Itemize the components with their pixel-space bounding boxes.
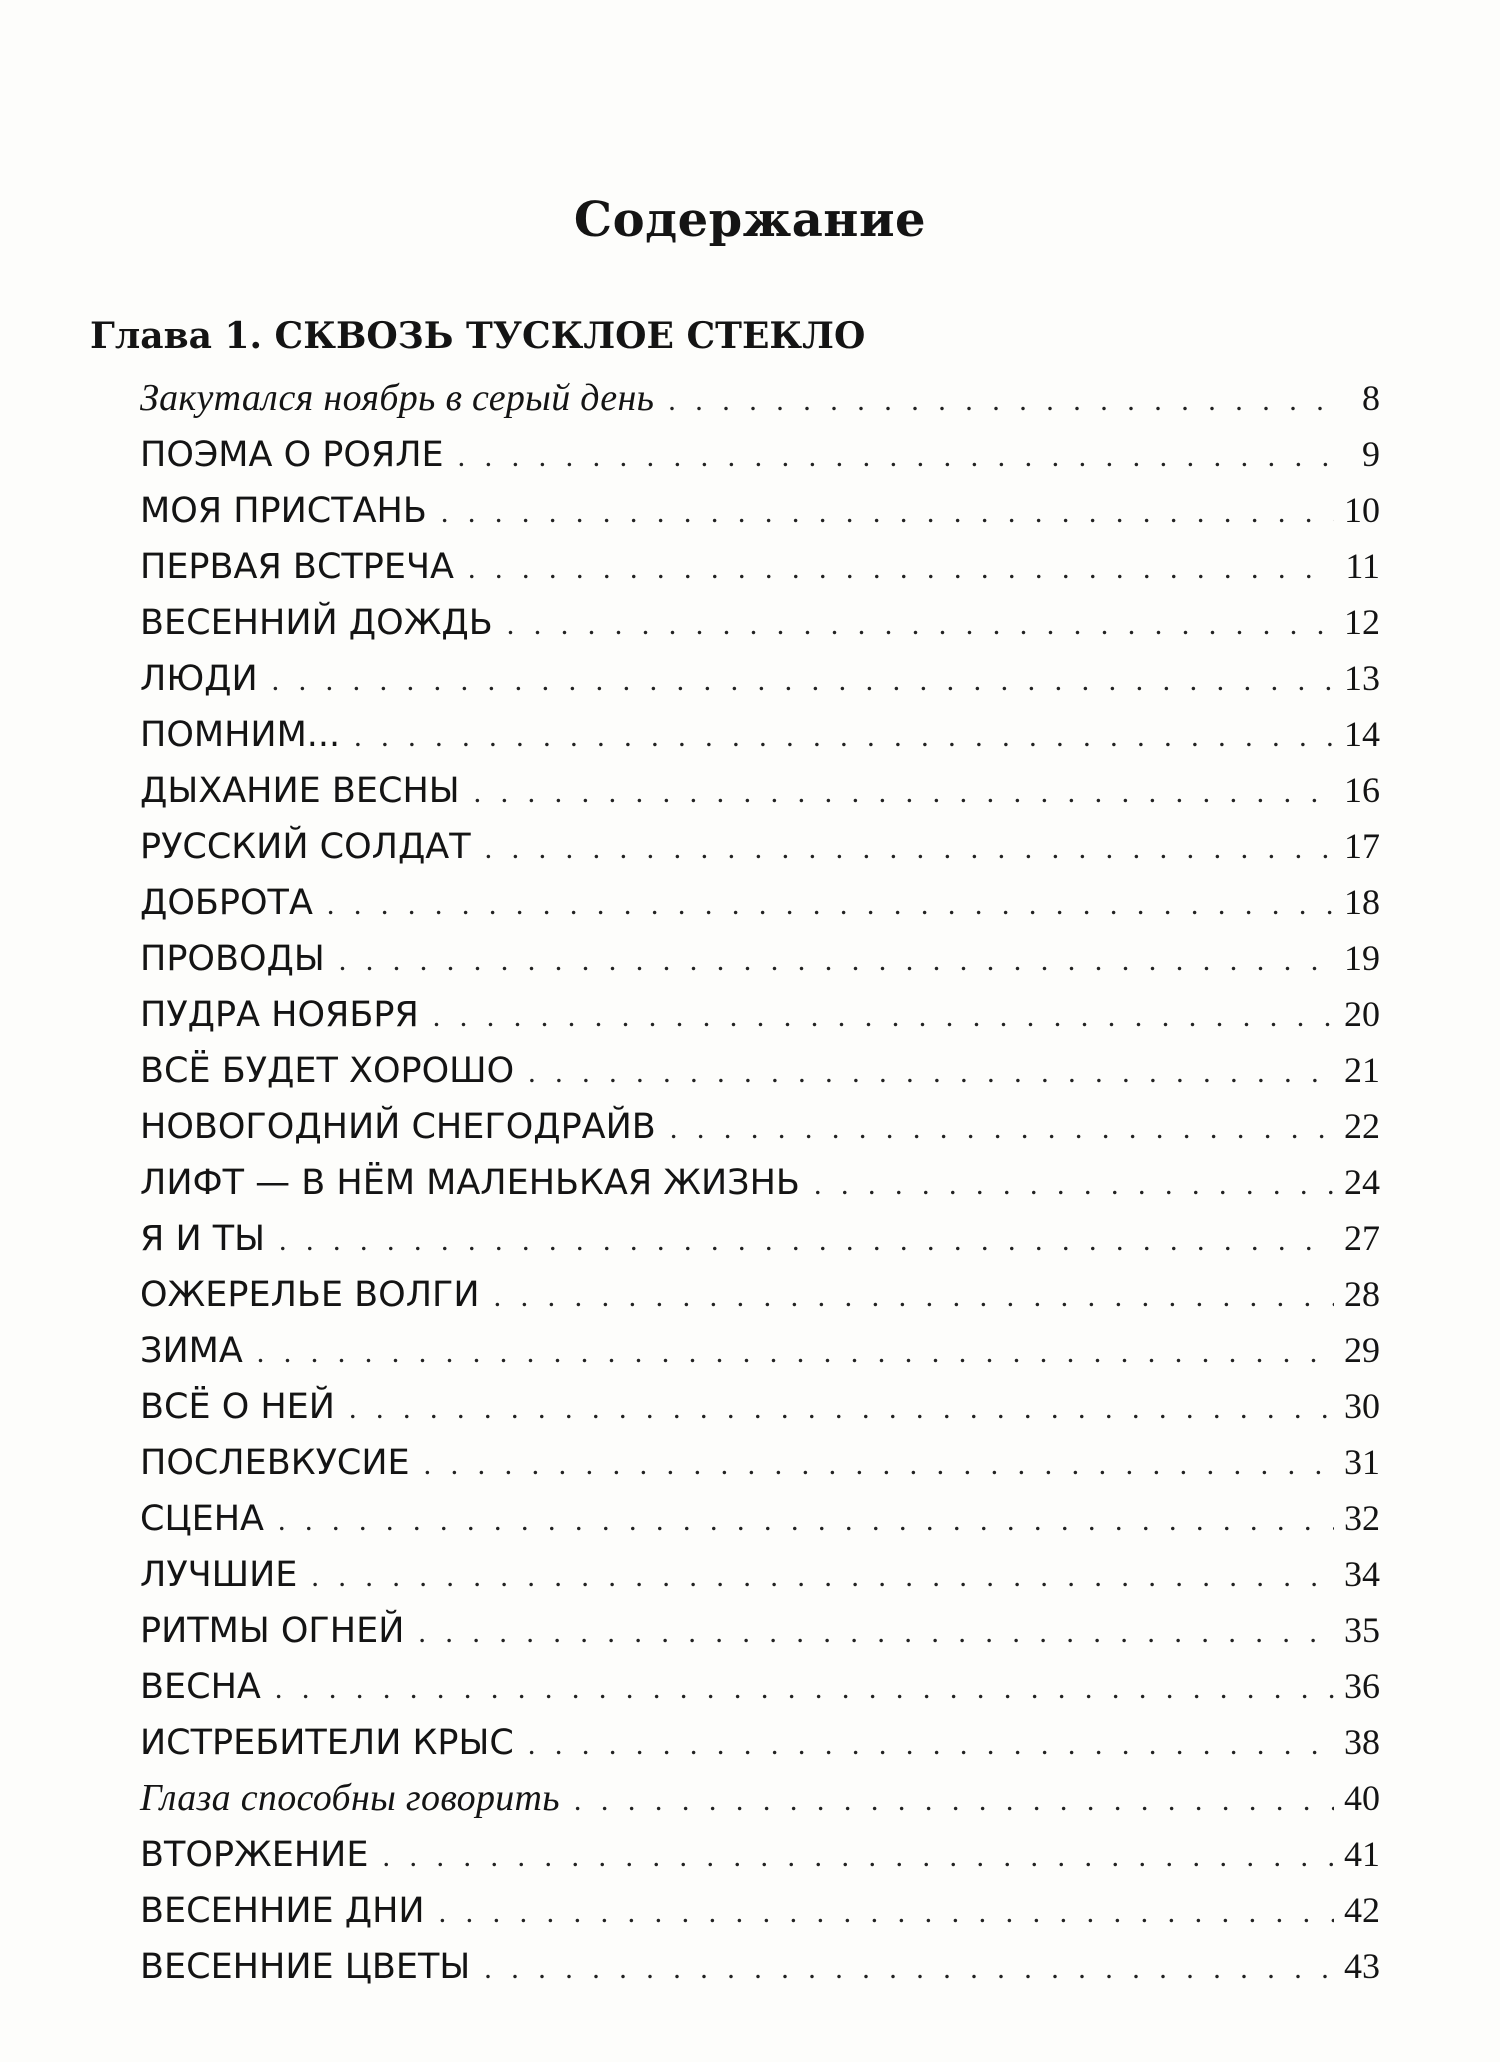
toc-entry-page-number: 29 xyxy=(1344,1330,1380,1370)
dot-leader xyxy=(528,1717,1334,1773)
toc-entry-title: РУССКИЙ СОЛДАТ xyxy=(140,827,471,867)
toc-entry-title: Закутался ноябрь в серый день xyxy=(140,377,655,419)
dot-leader xyxy=(441,485,1334,541)
toc-entry xyxy=(140,1378,1380,1434)
toc-entry-title: РИТМЫ ОГНЕЙ xyxy=(140,1611,405,1651)
toc-entry xyxy=(140,1658,1380,1714)
toc-entry-title: ВСЁ О НЕЙ xyxy=(140,1387,335,1427)
toc-entry-title: ДЫХАНИЕ ВЕСНЫ xyxy=(140,771,460,811)
dot-leader xyxy=(507,597,1334,653)
toc-entry-title: МОЯ ПРИСТАНЬ xyxy=(140,491,427,531)
toc-entry-page-number: 30 xyxy=(1344,1386,1380,1426)
dot-leader xyxy=(433,989,1334,1045)
dot-leader xyxy=(814,1157,1334,1213)
dot-leader xyxy=(311,1549,1334,1605)
toc-entry-title: ПЕРВАЯ ВСТРЕЧА xyxy=(140,547,454,587)
toc-entry-page-number: 21 xyxy=(1344,1050,1380,1090)
toc-entry xyxy=(140,1434,1380,1490)
toc-entry xyxy=(140,1042,1380,1098)
toc-entry xyxy=(140,370,1380,426)
toc-entry-title: СЦЕНА xyxy=(140,1499,264,1539)
dot-leader xyxy=(439,1885,1334,1941)
toc-entry-page-number: 12 xyxy=(1344,602,1380,642)
toc-entry xyxy=(140,538,1380,594)
toc-entry-title: ПОМНИМ... xyxy=(140,715,341,755)
toc-entry-title: ОЖЕРЕЛЬЕ ВОЛГИ xyxy=(140,1275,480,1315)
toc-entry-title: ПУДРА НОЯБРЯ xyxy=(140,995,419,1035)
toc-entry xyxy=(140,1490,1380,1546)
toc-entry-title: ВЕСЕННИЙ ДОЖДЬ xyxy=(140,603,493,643)
dot-leader xyxy=(424,1437,1334,1493)
toc-entry-page-number: 16 xyxy=(1344,770,1380,810)
toc-entry xyxy=(140,1714,1380,1770)
toc-entry-page-number: 20 xyxy=(1344,994,1380,1034)
page-title: Содержание xyxy=(573,192,927,248)
toc-entry-page-number: 11 xyxy=(1345,546,1380,586)
toc-entry-title: ИСТРЕБИТЕЛИ КРЫС xyxy=(140,1723,514,1763)
dot-leader xyxy=(275,1661,1334,1717)
toc-entry-page-number: 9 xyxy=(1362,434,1380,474)
toc-entry xyxy=(140,1098,1380,1154)
dot-leader xyxy=(574,1773,1334,1829)
toc-entry-title: ПОСЛЕВКУСИЕ xyxy=(140,1443,410,1483)
dot-leader xyxy=(327,877,1334,933)
toc-entry xyxy=(140,818,1380,874)
toc-entry-title: ПОЭМА О РОЯЛЕ xyxy=(140,435,444,475)
toc-entry-title: ВСЁ БУДЕТ ХОРОШО xyxy=(140,1051,515,1091)
toc-entry xyxy=(140,986,1380,1042)
toc-entry-page-number: 13 xyxy=(1344,658,1380,698)
toc-entry-page-number: 34 xyxy=(1344,1554,1380,1594)
toc-entry-page-number: 22 xyxy=(1344,1106,1380,1146)
toc-entry-page-number: 19 xyxy=(1344,938,1380,978)
toc-entry xyxy=(140,1770,1380,1826)
toc-entry-page-number: 41 xyxy=(1344,1834,1380,1874)
toc-entry xyxy=(140,762,1380,818)
toc-entry-page-number: 42 xyxy=(1344,1890,1380,1930)
toc-entry-page-number: 18 xyxy=(1344,882,1380,922)
dot-leader xyxy=(485,821,1334,877)
dot-leader xyxy=(278,1493,1334,1549)
toc-entry xyxy=(140,1266,1380,1322)
toc-entry-page-number: 17 xyxy=(1344,826,1380,866)
toc-entry xyxy=(140,482,1380,538)
dot-leader xyxy=(458,429,1334,485)
toc-entry-title: ДОБРОТА xyxy=(140,883,313,923)
dot-leader xyxy=(668,373,1334,429)
toc-entry-title: ЛЮДИ xyxy=(140,659,258,699)
toc-entry-title: НОВОГОДНИЙ СНЕГОДРАЙВ xyxy=(140,1107,656,1147)
toc-entry-page-number: 31 xyxy=(1344,1442,1380,1482)
toc-entry-page-number: 8 xyxy=(1362,378,1380,418)
dot-leader xyxy=(272,653,1334,709)
toc-entry-page-number: 40 xyxy=(1344,1778,1380,1818)
toc-entry xyxy=(140,1826,1380,1882)
toc-entry-page-number: 32 xyxy=(1344,1498,1380,1538)
toc-entry-page-number: 43 xyxy=(1344,1946,1380,1986)
dot-leader xyxy=(382,1829,1334,1885)
toc-entry-page-number: 28 xyxy=(1344,1274,1380,1314)
toc-entry-title: ЛУЧШИЕ xyxy=(140,1555,298,1595)
toc-entry xyxy=(140,874,1380,930)
toc-entry xyxy=(140,1154,1380,1210)
dot-leader xyxy=(484,1941,1334,1997)
dot-leader xyxy=(474,765,1334,821)
dot-leader xyxy=(670,1101,1334,1157)
toc-entry xyxy=(140,1546,1380,1602)
toc-entry-title: ВЕСНА xyxy=(140,1667,261,1707)
toc-entry-page-number: 24 xyxy=(1344,1162,1380,1202)
toc-entry-title: ВЕСЕННИЕ ЦВЕТЫ xyxy=(140,1947,471,1987)
dot-leader xyxy=(349,1381,1334,1437)
toc-entry-title: ВЕСЕННИЕ ДНИ xyxy=(140,1891,425,1931)
toc-entry xyxy=(140,426,1380,482)
toc-entry-title: ЗИМА xyxy=(140,1331,243,1371)
toc-entry-title: ПРОВОДЫ xyxy=(140,939,325,979)
chapter-heading: Глава 1. СКВОЗЬ ТУСКЛОЕ СТЕКЛО xyxy=(90,315,866,357)
toc-entry-title: Я И ТЫ xyxy=(140,1219,266,1259)
toc-entry-page-number: 35 xyxy=(1344,1610,1380,1650)
toc-entry xyxy=(140,1210,1380,1266)
toc-entry-page-number: 10 xyxy=(1344,490,1380,530)
dot-leader xyxy=(257,1325,1334,1381)
toc-entry-page-number: 36 xyxy=(1344,1666,1380,1706)
toc-entry-page-number: 27 xyxy=(1344,1218,1380,1258)
toc-entry xyxy=(140,1938,1380,1994)
toc-entry xyxy=(140,706,1380,762)
toc-entry xyxy=(140,594,1380,650)
toc-entry xyxy=(140,1602,1380,1658)
dot-leader xyxy=(354,709,1334,765)
toc-entry-page-number: 14 xyxy=(1344,714,1380,754)
toc-entry-title: ВТОРЖЕНИЕ xyxy=(140,1835,369,1875)
dot-leader xyxy=(279,1213,1334,1269)
toc-entry xyxy=(140,650,1380,706)
toc-entry-title: ЛИФТ — В НЁМ МАЛЕНЬКАЯ ЖИЗНЬ xyxy=(140,1163,800,1203)
dot-leader xyxy=(528,1045,1334,1101)
toc-entry xyxy=(140,930,1380,986)
toc-entry-title: Глаза способны говорить xyxy=(140,1777,560,1819)
toc-entry xyxy=(140,1882,1380,1938)
toc-entry-list xyxy=(140,370,1380,1994)
dot-leader xyxy=(468,541,1334,597)
toc-entry-page-number: 38 xyxy=(1344,1722,1380,1762)
dot-leader xyxy=(339,933,1334,989)
toc-entry xyxy=(140,1322,1380,1378)
dot-leader xyxy=(494,1269,1334,1325)
dot-leader xyxy=(418,1605,1334,1661)
